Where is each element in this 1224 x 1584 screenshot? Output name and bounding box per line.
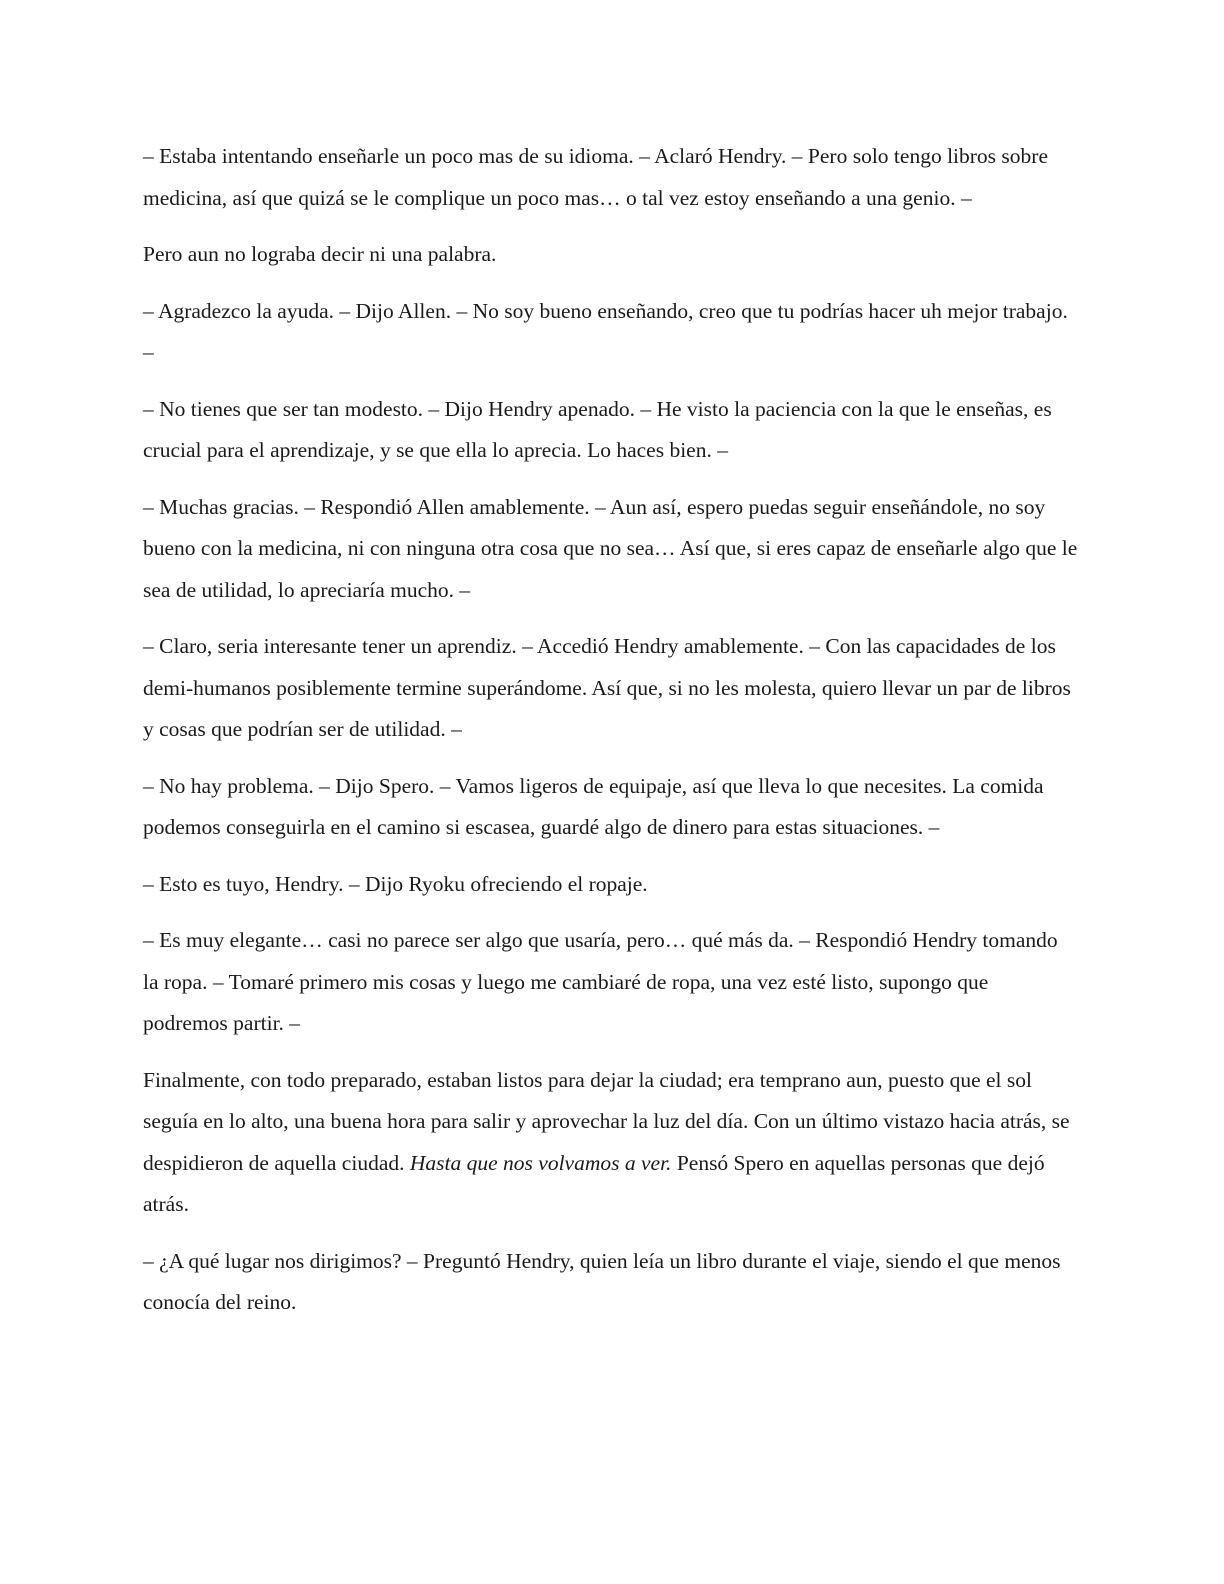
paragraph-text-before: Finalmente, con todo preparado, estaban listos para dejar la ciudad; era temprano aun, puesto que el sol seguía en lo alto, una buena hora para salir y aprovechar la luz del día. Con un último vistazo hacia atrás, se despidieron de aquella ciudad. <box>143 1067 1070 1175</box>
paragraph: – Muchas gracias. – Respondió Allen amablemente. – Aun así, espero puedas seguir enseñándole, no soy bueno con la medicina, ni con ninguna otra cosa que no sea… Así que, si eres capaz de enseñarle algo que le sea de utilidad, lo apreciaría mucho. – <box>143 494 1078 602</box>
paragraph-text-after: Pensó Spero en aquellas personas que dejó atrás. <box>143 1150 1045 1216</box>
paragraph: Pero aun no lograba decir ni una palabra. <box>143 242 497 266</box>
paragraph: – Es muy elegante… casi no parece ser algo que usaría, pero… qué más da. – Respondió Hendry tomando la ropa. – Tomaré primero mis cosas y luego me cambiaré de ropa, una vez esté listo, supongo que podremos partir. – <box>143 928 1058 1035</box>
paragraph: – No hay problema. – Dijo Spero. – Vamos ligeros de equipaje, así que lleva lo que necesites. La comida podemos conseguirla en el camino si escasea, guardé algo de dinero para estas situaciones. – <box>143 773 1044 839</box>
paragraph: – No tienes que ser tan modesto. – Dijo Hendry apenado. – He visto la paciencia con la que le enseñas, es crucial para el aprendizaje, y se que ella lo aprecia. Lo haces bien. – <box>143 396 1052 462</box>
paragraph: – ¿A qué lugar nos dirigimos? – Preguntó Hendry, quien leía un libro durante el viaje, siendo el que menos conocía del reino. <box>143 1248 1061 1314</box>
paragraph: – Agradezco la ayuda. – Dijo Allen. – No soy bueno enseñando, creo que tu podrías hacer uh mejor trabajo. – <box>143 298 1068 364</box>
document-page <box>143 136 1078 1339</box>
paragraph: – Esto es tuyo, Hendry. – Dijo Ryoku ofreciendo el ropaje. <box>143 871 648 896</box>
paragraph: – Estaba intentando enseñarle un poco mas de su idioma. – Aclaró Hendry. – Pero solo tengo libros sobre medicina, así que quizá se le complique un poco mas… o tal vez estoy enseñando a una genio. – <box>143 144 1048 210</box>
italic-thought: Hasta que nos volvamos a ver. <box>409 1150 672 1175</box>
paragraph-with-italic <box>143 1060 1078 1226</box>
paragraph: – Claro, seria interesante tener un aprendiz. – Accedió Hendry amablemente. – Con las capacidades de los demi-humanos posiblemente termine superándome. Así que, si no les molesta, quiero llevar un par de libros y cosas que podrían ser de utilidad. – <box>143 634 1071 741</box>
